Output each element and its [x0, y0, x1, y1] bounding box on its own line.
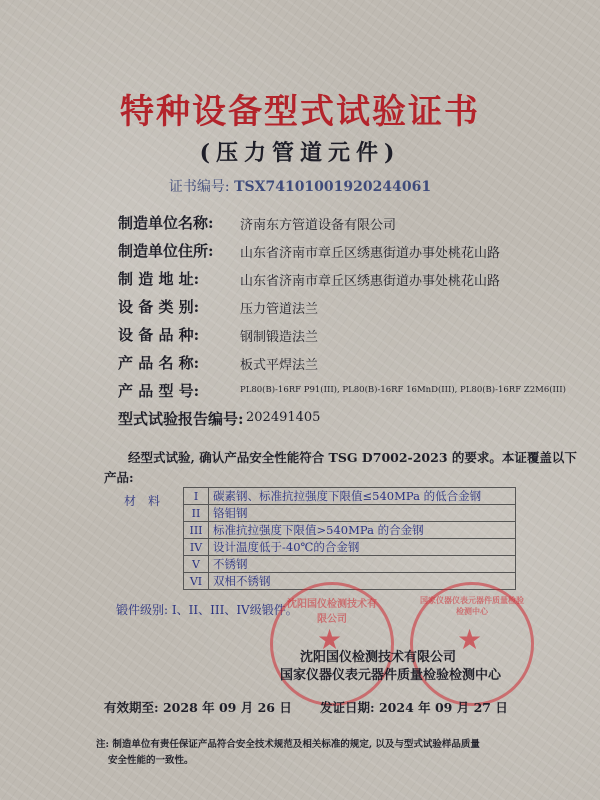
field-value-product-name: 板式平焊法兰: [240, 358, 319, 373]
star-icon: ★: [317, 623, 343, 656]
material-number: V: [184, 556, 209, 573]
material-number: VI: [184, 573, 209, 590]
certificate-title: 特种设备型式试验证书: [120, 92, 480, 132]
issuer-center: 国家仪器仪表元器件质量检验检测中心: [280, 668, 502, 683]
statement-line-1: 经型式试验, 确认产品安全性能符合 TSG D7002-2023 的要求。本证覆盖以下: [128, 450, 577, 465]
note-line-2: 安全性能的一致性。: [108, 755, 194, 766]
table-row: [184, 539, 516, 556]
valid-until-label: 有效期至:: [104, 700, 159, 715]
issue-date: [320, 698, 508, 716]
field-label-product-model: 产 品 型 号:: [118, 382, 200, 400]
certificate-subtitle: (压力管道元件): [199, 140, 401, 166]
field-label-manufacturer-address: 制造单位住所:: [118, 242, 214, 260]
issue-date-label: 发证日期:: [320, 700, 375, 715]
table-row: [184, 505, 516, 522]
field-value-manufacturing-address: 山东省济南市章丘区绣惠街道办事处桃花山路: [240, 274, 501, 289]
valid-until-value: 2028 年 09 月 26 日: [162, 700, 292, 715]
certificate-number-label: 证书编号:: [168, 179, 230, 195]
forging-grade-label: 锻件级别:: [116, 603, 169, 617]
field-value-manufacturer-name: 济南东方管道设备有限公司: [240, 218, 397, 233]
field-label-equipment-category: 设 备 类 别:: [118, 298, 200, 316]
forging-grade-value: I、II、III、IV级锻件。: [171, 603, 298, 617]
note-line-1: 注: 制造单位有责任保证产品符合安全技术规范及相关标准的规定, 以及与型式试验样品质量: [96, 739, 480, 750]
field-value-equipment-variety: 钢制锻造法兰: [240, 330, 319, 345]
material-description: 铬钼钢: [209, 505, 516, 522]
material-description: 双相不锈钢: [209, 573, 516, 590]
seal-right-text: 国家仪器仪表元器件质量检验检测中心: [420, 595, 524, 616]
material-description: 设计温度低于-40℃的合金钢: [209, 539, 516, 556]
seal-left-stamp: [270, 582, 394, 706]
issue-date-value: 2024 年 09 月 27 日: [378, 700, 508, 715]
materials-label: 材料: [124, 494, 173, 508]
field-label-product-name: 产 品 名 称:: [118, 354, 200, 372]
material-description: 标准抗拉强度下限值>540MPa 的合金钢: [209, 522, 516, 539]
report-number-value: 202491405: [246, 410, 321, 425]
material-number: I: [184, 488, 209, 505]
valid-until: [104, 698, 292, 716]
material-number: II: [184, 505, 209, 522]
table-row: [184, 556, 516, 573]
report-number-label: 型式试验报告编号:: [118, 410, 244, 428]
material-description: 碳素钢、标准抗拉强度下限值≤540MPa 的低合金钢: [209, 488, 516, 505]
field-label-manufacturing-address: 制 造 地 址:: [118, 270, 200, 288]
material-number: III: [184, 522, 209, 539]
star-icon: ★: [457, 623, 483, 656]
material-description: 不锈钢: [209, 556, 516, 573]
field-value-product-model: PL80(B)-16RF P91(III), PL80(B)-16RF 16MnD(III), PL80(B)-16RF Z2M6(III): [240, 385, 566, 395]
forging-grade: [116, 601, 298, 618]
field-label-manufacturer-name: 制造单位名称:: [118, 214, 214, 232]
certificate-number-value: TSX74101001920244061: [234, 179, 432, 195]
seal-right-stamp: [410, 582, 534, 706]
certificate-number: [0, 176, 600, 196]
materials-table: [183, 487, 516, 590]
field-value-equipment-category: 压力管道法兰: [240, 302, 319, 317]
table-row: [184, 522, 516, 539]
issuer-name: 沈阳国仪检测技术有限公司: [300, 650, 457, 665]
field-label-equipment-variety: 设 备 品 种:: [118, 326, 200, 344]
statement-line-2: 产品:: [104, 470, 134, 485]
table-row: [184, 488, 516, 505]
seal-left-text: 沈阳国仪检测技术有限公司: [287, 599, 377, 625]
material-number: IV: [184, 539, 209, 556]
field-value-manufacturer-address: 山东省济南市章丘区绣惠街道办事处桃花山路: [240, 246, 501, 261]
